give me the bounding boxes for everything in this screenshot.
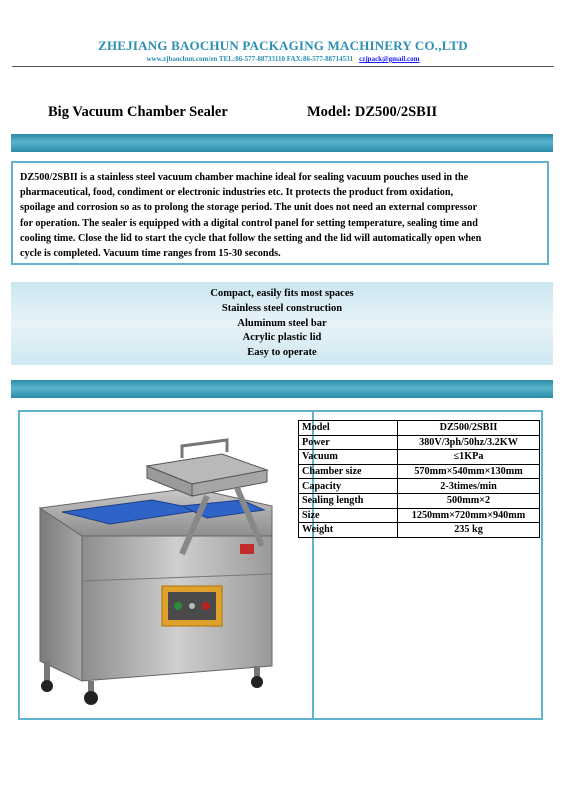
- header-rule: [12, 66, 554, 67]
- product-title: Big Vacuum Chamber Sealer: [48, 104, 228, 120]
- machine-image: [32, 436, 282, 706]
- spec-label: Chamber size: [299, 464, 398, 479]
- table-row: [299, 464, 540, 479]
- table-row: [299, 421, 540, 436]
- spec-label: Vacuum: [299, 450, 398, 465]
- table-row: [299, 523, 540, 538]
- spec-label: Power: [299, 435, 398, 450]
- spec-table: [298, 420, 540, 538]
- table-row: [299, 435, 540, 450]
- spec-value: ≤1KPa: [398, 450, 540, 465]
- feature-item: Aluminum steel bar: [237, 317, 327, 329]
- spec-label: Size: [299, 508, 398, 523]
- spec-value: 570mm×540mm×130mm: [398, 464, 540, 479]
- feature-item: Acrylic plastic lid: [242, 332, 322, 344]
- contact-info: www.zjbaochun.com/en TEL:86-577-88733110 FAX:86-577-88714531: [146, 55, 354, 63]
- spec-value: 380V/3ph/50hz/3.2KW: [398, 435, 540, 450]
- decor-band-top: [11, 134, 553, 152]
- description-line: spoilage and corrosion so as to prolong the storage period. The unit does not need an external compressor: [20, 202, 478, 214]
- description-line: cycle is completed. Vacuum time ranges from 15-30 seconds.: [20, 248, 281, 260]
- description-line: pharmaceutical, food, condiment or electronic industries etc. It protects the product from oxidation,: [20, 187, 454, 199]
- description-box: [11, 161, 549, 265]
- features-box: [11, 282, 553, 365]
- spec-value: 1250mm×720mm×940mm: [398, 508, 540, 523]
- spec-value: 235 kg: [398, 523, 540, 538]
- contact-line: [0, 55, 566, 63]
- spec-value: 2-3times/min: [398, 479, 540, 494]
- table-row: [299, 493, 540, 508]
- description-line: DZ500/2SBII is a stainless steel vacuum chamber machine ideal for sealing vacuum pouches used in the: [20, 172, 469, 183]
- spec-value: 500mm×2: [398, 493, 540, 508]
- spec-label: Capacity: [299, 479, 398, 494]
- email-link[interactable]: czjpack@gmail.com: [359, 55, 420, 63]
- description-line: for operation. The sealer is equipped with a digital control panel for setting temperature, sealing time and: [20, 217, 478, 229]
- feature-item: Compact, easily fits most spaces: [210, 288, 354, 299]
- spec-label: Weight: [299, 523, 398, 538]
- feature-item: Easy to operate: [247, 347, 317, 359]
- table-row: [299, 479, 540, 494]
- table-row: [299, 450, 540, 465]
- spec-label: Model: [299, 421, 398, 436]
- table-row: [299, 508, 540, 523]
- model-title: Model: DZ500/2SBII: [307, 104, 438, 120]
- feature-item: Stainless steel construction: [221, 302, 343, 314]
- spec-label: Sealing length: [299, 493, 398, 508]
- description-line: cooling time. Close the lid to start the cycle that follow the setting and the lid will automatically open when: [20, 232, 482, 244]
- spec-value: DZ500/2SBII: [398, 421, 540, 436]
- decor-band-middle: [11, 380, 553, 398]
- company-name: ZHEJIANG BAOCHUN PACKAGING MACHINERY CO.,LTD: [98, 38, 468, 53]
